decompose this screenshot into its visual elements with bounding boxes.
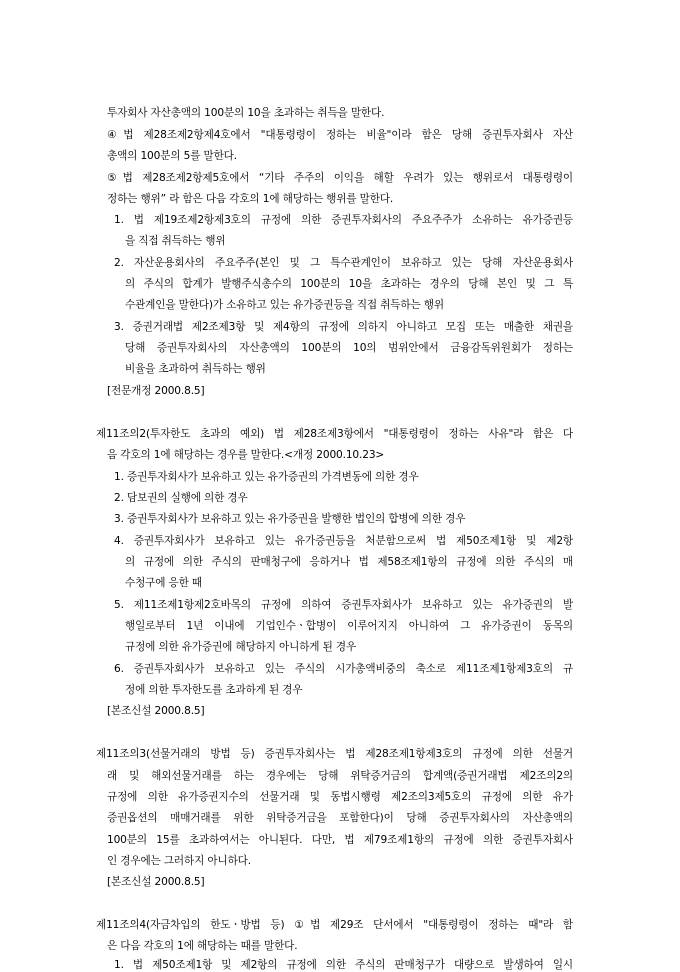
text-line: 6. 증권투자회사가 보유하고 있는 주식의 시가총액비중의 축소로 제11조제1항제3호의 규 (114, 663, 573, 675)
text-line: 의 주식의 합계가 발행주식총수의 100분의 10을 초과하는 경우의 당해 본인 및 그 특 (125, 278, 573, 290)
text-line: 1. 법 제50조제1항 및 제2항의 규정에 의한 주식의 판매청구가 대량으로 발생하여 일시 (114, 959, 573, 971)
text-line: 규정에 의한 유가증권에 해당하지 아니하게 된 경우 (125, 641, 357, 653)
text-line: 의 규정에 의한 주식의 판매청구에 응하거나 법 제58조제1항의 규정에 의한 주식의 매 (125, 556, 573, 568)
text-line: [전문개정 2000.8.5] (107, 385, 205, 397)
text-line: 총액의 100분의 5를 말한다. (107, 150, 237, 162)
text-line: 1. 법 제19조제2항제3호의 규정에 의한 증권투자회사의 주요주주가 소유하는 유가증권등 (114, 214, 573, 226)
text-line: 1. 증권투자회사가 보유하고 있는 유가증권의 가격변동에 의한 경우 (114, 471, 419, 483)
text-line: 제11조의3(선물거래의 방법 등) 증권투자회사는 법 제28조제1항제3호의 규정에 의한 선물거 (96, 748, 573, 760)
text-line: 당해 증권투자회사의 자산총액의 100분의 10의 범위안에서 금융감독위원회가 정하는 (125, 342, 573, 354)
text-line: 증권옵션의 매매거래를 위한 위탁증거금을 포함한다)이 당해 증권투자회사의 자산총액의 (107, 812, 573, 824)
text-line: 정하는 행위” 라 함은 다음 각호의 1에 해당하는 행위를 말한다. (107, 193, 394, 205)
text-line: [본조신설 2000.8.5] (107, 705, 205, 717)
text-line: 행일로부터 1년 이내에 기업인수ㆍ합병이 이루어지지 아니하여 그 유가증권이 동목의 (125, 620, 573, 632)
text-line: 5. 제11조제1항제2호바목의 규정에 의하여 증권투자회사가 보유하고 있는 유가증권의 발 (114, 599, 573, 611)
text-line: 100분의 15를 초과하여서는 아니된다. 다만, 법 제79조제1항의 규정에 의한 증권투자회사 (107, 834, 573, 846)
text-line: 비율을 초과하여 취득하는 행위 (125, 363, 266, 375)
text-line: 4. 증권투자회사가 보유하고 있는 유가증권등을 처분함으로써 법 제50조제1항 및 제2항 (114, 535, 573, 547)
text-line: 정에 의한 투자한도를 초과하게 된 경우 (125, 684, 303, 696)
text-line: 제11조의4(자금차입의 한도ㆍ방법 등) ①법 제29조 단서에서 "대통령령이 정하는 때"라 함 (96, 919, 573, 931)
text-line: 래 및 해외선물거래를 하는 경우에는 당해 위탁증거금의 합계액(증권거래법 제2조의2의 (107, 770, 573, 782)
text-line: 3. 증권거래법 제2조제3항 및 제4항의 규정에 의하지 아니하고 모집 또는 매출한 채권을 (114, 321, 573, 333)
text-line: 규정에 의한 유가증권지수의 선물거래 및 동법시행령 제2조의3제5호의 규정에 의한 유가 (107, 791, 573, 803)
text-line: 2. 담보권의 실행에 의한 경우 (114, 492, 248, 504)
text-line: 은 다음 각호의 1에 해당하는 때를 말한다. (107, 940, 298, 952)
text-line: ⑤법 제28조제2항제5호에서 “기타 주주의 이익을 해할 우려가 있는 행위로서 대통령령이 (107, 172, 573, 184)
text-line: 3. 증권투자회사가 보유하고 있는 유가증권을 발행한 법인의 합병에 의한 경우 (114, 513, 466, 525)
text-line: 수관계인을 말한다)가 소유하고 있는 유가증권등을 직접 취득하는 행위 (125, 299, 444, 311)
text-line: 2. 자산운용회사의 주요주주(본인 및 그 특수관계인이 보유하고 있는 당해 자산운용회사 (114, 257, 573, 269)
text-line: [본조신설 2000.8.5] (107, 876, 205, 888)
text-line: 을 직접 취득하는 행위 (125, 235, 226, 247)
text-line: 제11조의2(투자한도 초과의 예외) 법 제28조제3항에서 "대통령령이 정하는 사유"라 함은 다 (96, 428, 573, 440)
text-line: 투자회사 자산총액의 100분의 10을 초과하는 취득을 말한다. (107, 107, 385, 119)
text-line: ④법 제28조제2항제4호에서 "대통령령이 정하는 비율"이라 함은 당해 증권투자회사 자산 (107, 129, 573, 141)
text-line: 인 경우에는 그러하지 아니하다. (107, 855, 251, 867)
text-line: 수청구에 응한 때 (125, 577, 203, 589)
text-line: 음 각호의 1에 해당하는 경우를 말한다.<개정 2000.10.23> (107, 449, 385, 461)
